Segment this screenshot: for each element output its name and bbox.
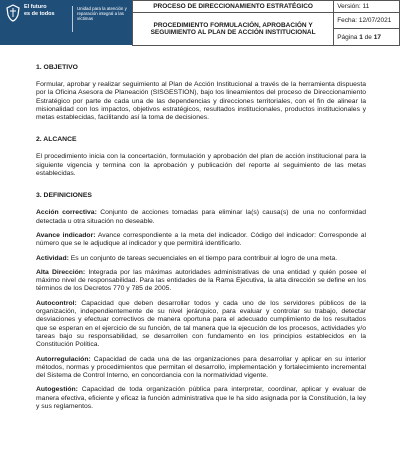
definition-text: Avance correspondiente a la meta del indicador. Código del indicador: Corresponde al número que se le adjudique al indicador y que permitirá identificarlo.	[36, 231, 366, 248]
definition-term: Acción correctiva:	[36, 209, 97, 217]
page-total: 17	[373, 33, 381, 41]
document-header	[0, 0, 400, 45]
header-table	[132, 0, 400, 46]
date-cell: Fecha: 12/07/2021	[334, 13, 400, 29]
page-prefix: Página	[337, 33, 360, 41]
version-cell: Versión: 11	[334, 1, 400, 13]
page-current: 1	[359, 33, 363, 41]
logo-tagline: Unidad para la atención y reparación integral a las víctimas	[77, 6, 127, 22]
definition-text: Capacidad de cada una de las organizaciones para desarrollar y aplicar en su interior métodos, normas y procedimientos que permitan el desarrollo, implementación y fortalecimiento incremental del Sistema de Control Interno, en concordancia con la normatividad vigente.	[36, 355, 366, 380]
alcance-text: El procedimiento inicia con la concertación, formulación y aprobación del plan de acción institucional para la siguiente vigencia y termina con la aprobación y publicación del reporte al seguimiento de las metas establecidas.	[36, 153, 366, 178]
definition-text: Conjunto de acciones tomadas para eliminar la(s) causa(s) de una no conformidad detectada u otra situación no deseable.	[36, 209, 366, 225]
process-name: PROCESO DE DIRECCIONAMIENTO ESTRATÉGICO	[133, 1, 334, 13]
logo-line-1: El futuro	[24, 4, 47, 10]
definition-text: Integrada por las máximas autoridades administrativas de una entidad y quién posee el máximo nivel de responsabilidad. Para las entidades de la Rama Ejecutiva, la alta dirección se define en los términos de los Decretos 770 y 785 de 2005.	[36, 268, 366, 293]
definition-item	[36, 300, 366, 350]
definition-item	[36, 269, 366, 294]
definition-text: Es un conjunto de tareas secuenciales en el tiempo para contribuir al logro de una meta.	[68, 254, 338, 262]
definition-item	[36, 255, 366, 263]
definition-item	[36, 209, 366, 226]
institution-logo	[0, 0, 132, 45]
logo-line-2: es de todos	[24, 10, 55, 17]
document-body	[36, 64, 366, 411]
section-title-definiciones: 3. DEFINICIONES	[36, 192, 92, 200]
definition-term: Actividad:	[36, 254, 69, 262]
definition-term: Autocontrol:	[36, 299, 77, 307]
definition-text: Capacidad que deben desarrollar todos y cada uno de los servidores públicos de la organización, independientemente de su nivel jerárquico, para evaluar y controlar su trabajo, detectar desviaciones y efectuar correctivos de manera oportuna para el adecuado cumplimiento de los resultados que se esperan en el ejercicio de su función, de tal manera que la ejecución de los procesos, actividades y/o tareas bajo su responsabilidad, se desarrollen con fundamento en los principios establecidos en la Constitución Política.	[36, 299, 366, 349]
logo-text	[24, 4, 55, 17]
definition-term: Alta Dirección:	[36, 268, 86, 276]
objetivo-text: Formular, aprobar y realizar seguimiento al Plan de Acción Institucional a través de la herramienta dispuesta por la Oficina Asesora de Planeación (SISGESTION), bajo los lineamientos del proceso de Direccionamiento Estratégico por parte de cada una de las dependencias y direcciones territoriales, con el fin de alinear la misionalidad con los impactos, objetivos estratégicos, resultados institucionales, productos institucionales y metas establecidas, facilitando así la toma de decisiones.	[36, 81, 366, 122]
page-cell	[334, 29, 400, 46]
definition-item	[36, 356, 366, 381]
coat-of-arms-icon	[5, 4, 21, 22]
definition-term: Autorregulación:	[36, 355, 91, 363]
page-mid: de	[362, 33, 374, 41]
logo-divider	[72, 6, 73, 32]
definition-term: Avance indicador:	[36, 231, 96, 239]
definition-text: Capacidad de toda organización pública para interpretar, coordinar, aplicar y evaluar de manera efectiva, eficiente y eficaz la función administrativa que le ha sido asignada por la Constitución, la ley y sus reglamentos.	[36, 386, 366, 411]
section-title-alcance: 2. ALCANCE	[36, 136, 77, 144]
definition-term: Autogestión:	[36, 386, 78, 394]
definition-item	[36, 386, 366, 411]
section-title-objetivo: 1. OBJETIVO	[36, 64, 78, 71]
definition-item	[36, 232, 366, 249]
procedure-name: PROCEDIMIENTO FORMULACIÓN, APROBACIÓN Y SEGUIMIENTO AL PLAN DE ACCIÓN INSTITUCIONAL	[133, 13, 334, 46]
